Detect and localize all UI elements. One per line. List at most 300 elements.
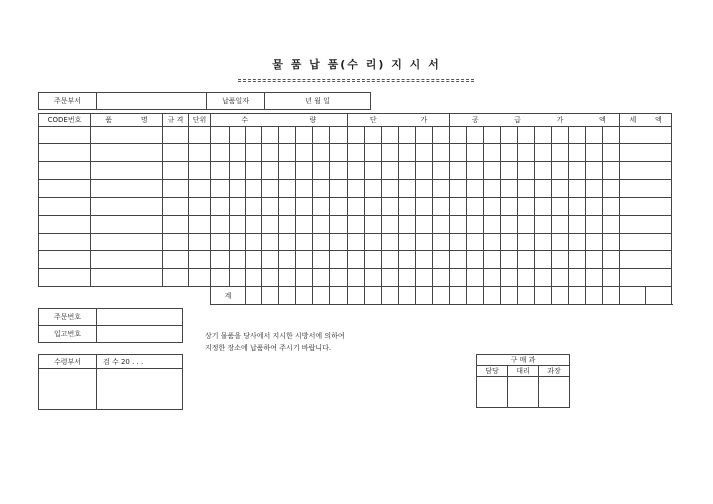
item-cell[interactable] [518,269,535,287]
item-cell[interactable] [433,269,450,287]
approval-sign-deputy[interactable] [508,377,539,408]
item-cell[interactable] [399,197,416,215]
item-cell[interactable] [313,233,330,251]
item-cell[interactable] [586,126,603,144]
item-cell[interactable] [313,162,330,180]
item-cell[interactable] [330,144,348,162]
item-cell[interactable] [433,251,450,269]
item-cell[interactable] [416,126,433,144]
item-cell[interactable] [450,233,467,251]
item-cell[interactable] [382,126,399,144]
item-cell[interactable] [365,251,382,269]
item-cell[interactable] [91,162,127,180]
item-cell[interactable] [552,251,569,269]
item-cell[interactable] [569,180,586,198]
item-cell[interactable] [620,180,646,198]
item-cell[interactable] [535,233,552,251]
item-cell[interactable] [603,233,620,251]
approval-sign-manager[interactable] [539,377,570,408]
item-cell[interactable] [348,197,365,215]
item-cell[interactable] [484,180,501,198]
item-cell[interactable] [569,144,586,162]
item-cell[interactable] [348,162,365,180]
item-cell[interactable] [484,215,501,233]
item-cell[interactable] [416,269,433,287]
item-cell[interactable] [518,197,535,215]
item-cell[interactable] [518,251,535,269]
item-cell[interactable] [603,144,620,162]
item-cell[interactable] [603,269,620,287]
item-cell[interactable] [348,233,365,251]
item-cell[interactable] [416,233,433,251]
item-cell[interactable] [246,269,262,287]
item-cell[interactable] [313,269,330,287]
item-cell[interactable] [646,215,672,233]
delivery-date-field[interactable]: 년 월 일 [265,93,371,110]
item-cell[interactable] [399,180,416,198]
item-cell[interactable] [296,215,313,233]
item-cell[interactable] [484,144,501,162]
item-cell[interactable] [230,126,246,144]
item-cell[interactable] [246,180,262,198]
item-cell[interactable] [416,162,433,180]
item-cell[interactable] [620,233,646,251]
item-cell[interactable] [467,233,484,251]
item-cell[interactable] [189,162,211,180]
item-cell[interactable] [163,180,189,198]
item-cell[interactable] [230,180,246,198]
item-cell[interactable] [382,144,399,162]
item-cell[interactable] [163,269,189,287]
item-cell[interactable] [569,197,586,215]
item-cell[interactable] [416,197,433,215]
item-cell[interactable] [518,215,535,233]
item-cell[interactable] [365,126,382,144]
item-cell[interactable] [189,251,211,269]
item-cell[interactable] [586,233,603,251]
item-cell[interactable] [163,215,189,233]
item-cell[interactable] [163,144,189,162]
item-cell[interactable] [535,144,552,162]
item-cell[interactable] [330,180,348,198]
item-cell[interactable] [211,180,230,198]
item-cell[interactable] [433,144,450,162]
item-cell[interactable] [416,180,433,198]
item-cell[interactable] [365,215,382,233]
item-cell[interactable] [246,251,262,269]
item-cell[interactable] [399,126,416,144]
item-cell[interactable] [163,251,189,269]
item-cell[interactable] [382,197,399,215]
item-cell[interactable] [279,251,296,269]
item-cell[interactable] [211,144,230,162]
item-cell[interactable] [296,197,313,215]
item-cell[interactable] [646,126,672,144]
item-cell[interactable] [246,215,262,233]
item-cell[interactable] [330,126,348,144]
item-cell[interactable] [399,215,416,233]
item-cell[interactable] [552,126,569,144]
item-cell[interactable] [552,197,569,215]
item-cell[interactable] [189,197,211,215]
item-cell[interactable] [211,126,230,144]
item-cell[interactable] [127,269,163,287]
item-cell[interactable] [189,269,211,287]
item-cell[interactable] [646,251,672,269]
item-cell[interactable] [518,144,535,162]
item-cell[interactable] [518,233,535,251]
item-cell[interactable] [211,233,230,251]
item-cell[interactable] [467,162,484,180]
item-cell[interactable] [279,144,296,162]
order-no-field[interactable] [97,309,183,326]
item-cell[interactable] [279,233,296,251]
item-cell[interactable] [620,144,646,162]
item-cell[interactable] [39,162,91,180]
item-cell[interactable] [501,269,518,287]
item-cell[interactable] [603,162,620,180]
item-cell[interactable] [296,233,313,251]
item-cell[interactable] [189,126,211,144]
item-cell[interactable] [39,251,91,269]
item-cell[interactable] [296,162,313,180]
item-cell[interactable] [569,215,586,233]
item-cell[interactable] [646,180,672,198]
item-cell[interactable] [467,126,484,144]
item-cell[interactable] [518,126,535,144]
item-cell[interactable] [569,233,586,251]
col-code: CODE번호 [39,114,91,127]
item-cell[interactable] [39,126,91,144]
item-cell[interactable] [569,126,586,144]
item-cell[interactable] [348,269,365,287]
item-cell[interactable] [246,144,262,162]
item-cell[interactable] [416,215,433,233]
item-cell[interactable] [484,251,501,269]
item-cell[interactable] [279,269,296,287]
item-cell[interactable] [330,215,348,233]
message-line-1: 상기 물품을 당사에서 지시한 시방서에 의하여 [205,332,345,340]
item-cell[interactable] [313,251,330,269]
item-cell[interactable] [189,180,211,198]
item-cell[interactable] [646,144,672,162]
item-cell[interactable] [399,162,416,180]
item-cell[interactable] [433,180,450,198]
item-cell[interactable] [230,251,246,269]
item-cell[interactable] [518,180,535,198]
item-cell[interactable] [433,126,450,144]
item-cell[interactable] [246,162,262,180]
item-cell[interactable] [127,180,163,198]
item-cell[interactable] [646,197,672,215]
item-cell[interactable] [348,251,365,269]
item-cell[interactable] [467,269,484,287]
item-cell[interactable] [586,251,603,269]
item-cell[interactable] [484,269,501,287]
item-cell[interactable] [230,233,246,251]
item-cell[interactable] [552,180,569,198]
item-cell[interactable] [501,180,518,198]
item-cell[interactable] [330,233,348,251]
item-cell[interactable] [535,215,552,233]
item-cell[interactable] [313,126,330,144]
order-dept-label: 주문부서 [39,93,97,110]
item-cell[interactable] [163,233,189,251]
item-cell[interactable] [620,251,646,269]
item-cell[interactable] [399,269,416,287]
item-cell[interactable] [348,144,365,162]
item-cell[interactable] [382,162,399,180]
item-cell[interactable] [91,180,127,198]
item-cell[interactable] [39,233,91,251]
item-cell[interactable] [399,144,416,162]
item-cell[interactable] [484,162,501,180]
item-cell[interactable] [348,180,365,198]
item-cell[interactable] [603,251,620,269]
item-cell[interactable] [603,215,620,233]
item-cell[interactable] [211,197,230,215]
approval-sign-staff[interactable] [477,377,508,408]
item-cell[interactable] [365,180,382,198]
item-cell[interactable] [279,215,296,233]
item-cell[interactable] [552,215,569,233]
item-cell[interactable] [620,197,646,215]
item-cell[interactable] [91,251,127,269]
item-cell[interactable] [262,233,279,251]
item-cell[interactable] [646,269,672,287]
item-cell[interactable] [433,215,450,233]
item-cell[interactable] [586,215,603,233]
item-cell[interactable] [382,269,399,287]
item-cell[interactable] [620,126,646,144]
item-cell[interactable] [399,251,416,269]
item-cell[interactable] [586,162,603,180]
item-cell[interactable] [296,144,313,162]
item-cell[interactable] [313,144,330,162]
item-cell[interactable] [39,269,91,287]
item-cell[interactable] [313,197,330,215]
item-cell[interactable] [211,215,230,233]
item-cell[interactable] [39,215,91,233]
item-cell[interactable] [296,269,313,287]
item-cell[interactable] [91,144,127,162]
item-cell[interactable] [450,251,467,269]
item-cell[interactable] [330,197,348,215]
item-cell[interactable] [433,197,450,215]
receiver-dept-field[interactable] [39,369,97,410]
item-cell[interactable] [450,162,467,180]
item-cell[interactable] [501,233,518,251]
item-cell[interactable] [163,162,189,180]
item-cell[interactable] [501,197,518,215]
item-cell[interactable] [467,197,484,215]
item-cell[interactable] [382,233,399,251]
item-cell[interactable] [535,180,552,198]
item-cell[interactable] [535,162,552,180]
item-cell[interactable] [127,144,163,162]
col-tax-b: 액 [646,114,672,127]
item-cell[interactable] [484,197,501,215]
item-cell[interactable] [382,180,399,198]
item-cell[interactable] [365,197,382,215]
item-cell[interactable] [230,197,246,215]
item-cell[interactable] [433,233,450,251]
item-cell[interactable] [620,215,646,233]
item-cell[interactable] [535,251,552,269]
item-cell[interactable] [262,251,279,269]
item-cell[interactable] [246,197,262,215]
item-cell[interactable] [552,233,569,251]
item-cell[interactable] [330,269,348,287]
order-dept-field[interactable] [97,93,207,110]
item-cell[interactable] [279,126,296,144]
item-cell[interactable] [189,233,211,251]
item-cell[interactable] [569,162,586,180]
item-cell[interactable] [313,180,330,198]
inspection-label: 검 수 20 . . . [97,355,183,369]
item-cell[interactable] [211,251,230,269]
item-cell[interactable] [230,215,246,233]
item-cell[interactable] [262,180,279,198]
item-cell[interactable] [467,251,484,269]
item-cell[interactable] [620,269,646,287]
item-cell[interactable] [518,162,535,180]
item-cell[interactable] [246,233,262,251]
item-cell[interactable] [246,126,262,144]
item-cell[interactable] [127,233,163,251]
message-line-2: 지정한 장소에 납품하여 주시기 바랍니다. [205,344,332,352]
item-cell[interactable] [127,251,163,269]
item-cell[interactable] [163,197,189,215]
col-supply-d: 액 [586,114,620,127]
item-cell[interactable] [330,251,348,269]
item-cell[interactable] [552,162,569,180]
item-cell[interactable] [296,126,313,144]
item-cell[interactable] [586,144,603,162]
item-cell[interactable] [262,197,279,215]
item-cell[interactable] [39,197,91,215]
item-cell[interactable] [313,215,330,233]
item-cell[interactable] [484,126,501,144]
item-cell[interactable] [127,215,163,233]
item-cell[interactable] [501,215,518,233]
item-cell[interactable] [230,144,246,162]
item-cell[interactable] [262,144,279,162]
item-cell[interactable] [365,269,382,287]
item-cell[interactable] [348,215,365,233]
item-cell[interactable] [39,180,91,198]
item-cell[interactable] [501,162,518,180]
item-cell[interactable] [189,215,211,233]
item-cell[interactable] [211,162,230,180]
item-cell[interactable] [467,215,484,233]
item-cell[interactable] [535,269,552,287]
item-cell[interactable] [91,233,127,251]
item-row [39,126,672,144]
item-cell[interactable] [450,126,467,144]
item-cell[interactable] [501,126,518,144]
item-cell[interactable] [348,126,365,144]
total-label: 계 [211,287,246,305]
item-cell[interactable] [501,144,518,162]
item-cell[interactable] [552,144,569,162]
item-cell[interactable] [450,197,467,215]
item-cell[interactable] [603,126,620,144]
item-cell[interactable] [279,162,296,180]
item-cell[interactable] [262,126,279,144]
item-cell[interactable] [211,269,230,287]
item-cell[interactable] [416,144,433,162]
item-cell[interactable] [91,269,127,287]
item-cell[interactable] [230,269,246,287]
item-cell[interactable] [535,126,552,144]
item-cell[interactable] [365,233,382,251]
item-cell[interactable] [91,126,127,144]
item-cell[interactable] [382,215,399,233]
item-cell[interactable] [296,180,313,198]
item-cell[interactable] [586,180,603,198]
item-cell[interactable] [467,180,484,198]
item-cell[interactable] [620,162,646,180]
item-cell[interactable] [365,144,382,162]
item-cell[interactable] [365,162,382,180]
item-cell[interactable] [484,233,501,251]
item-cell[interactable] [91,215,127,233]
item-row [39,215,672,233]
item-cell[interactable] [586,197,603,215]
item-cell[interactable] [646,162,672,180]
item-cell[interactable] [603,180,620,198]
item-cell[interactable] [127,197,163,215]
item-cell[interactable] [433,162,450,180]
item-cell[interactable] [501,251,518,269]
item-cell[interactable] [450,215,467,233]
item-cell[interactable] [450,180,467,198]
item-cell[interactable] [262,162,279,180]
item-cell[interactable] [91,197,127,215]
item-cell[interactable] [262,269,279,287]
item-cell[interactable] [189,144,211,162]
item-cell[interactable] [39,144,91,162]
item-cell[interactable] [646,233,672,251]
item-cell[interactable] [279,180,296,198]
item-cell[interactable] [127,126,163,144]
item-cell[interactable] [450,144,467,162]
item-cell[interactable] [399,233,416,251]
item-cell[interactable] [279,197,296,215]
item-cell[interactable] [569,251,586,269]
item-cell[interactable] [535,197,552,215]
item-cell[interactable] [586,269,603,287]
item-cell[interactable] [603,197,620,215]
item-cell[interactable] [382,251,399,269]
receipt-no-field[interactable] [97,326,183,343]
item-cell[interactable] [163,126,189,144]
item-cell[interactable] [330,162,348,180]
item-cell[interactable] [467,144,484,162]
col-unit: 단위 [189,114,211,127]
item-cell[interactable] [416,251,433,269]
item-cell[interactable] [450,269,467,287]
item-cell[interactable] [569,269,586,287]
item-cell[interactable] [296,251,313,269]
inspection-field[interactable] [97,369,183,410]
item-cell[interactable] [552,269,569,287]
item-cell[interactable] [127,162,163,180]
item-cell[interactable] [262,215,279,233]
receipt-no-label: 입고번호 [39,326,97,343]
item-cell[interactable] [230,162,246,180]
